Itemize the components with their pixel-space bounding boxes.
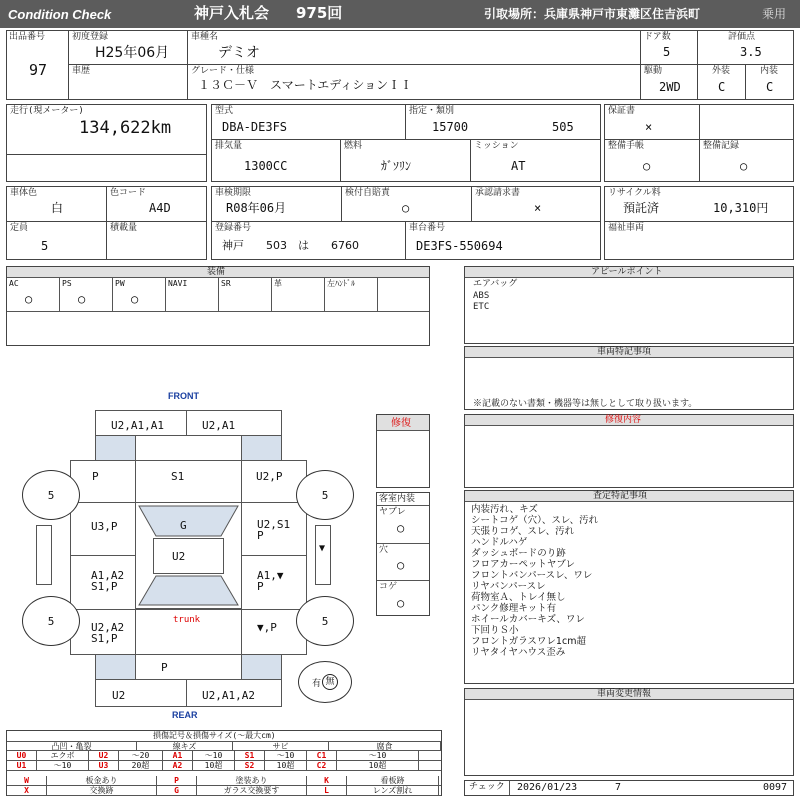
color-code-cell: 色コード A4D [106,186,207,222]
mileage-cell: 走行(現メーター) 134,622km [6,104,207,182]
equipment-label: NAVI [168,279,188,288]
lot-title: 975回 [296,4,343,22]
taillight-left [95,654,136,680]
lot-number: 97 [29,61,48,79]
inspection-notes-title: 査定特記事項 [593,491,648,501]
rear-door-right: A1,▼ P [241,555,307,610]
approval: × [534,201,542,215]
damage-legend [6,730,442,796]
legend-code: S1 [235,751,265,760]
chassis-number: DE3FS-550694 [416,239,503,253]
inspection-notes-panel [464,490,794,684]
repair-title: 修復内容 [605,415,642,425]
front-door-right-text: U2,S1 P [257,518,291,542]
rear-bumper-left: U2 [95,679,187,707]
displacement-cell: 排気量 1300CC [211,139,341,182]
legend-desc: 10超 [337,761,419,770]
equipment-item [60,278,113,311]
score-cell: 評価点 3.5 [697,30,794,65]
legend-code: W [7,776,47,785]
inspection-expiry: R08年06月 [226,201,287,215]
legend-desc: レンズ割れ [347,786,439,795]
fender-front-left: P [70,460,136,503]
lot-number-cell: 出品番号 97 [6,30,69,100]
spare-tire: 有 無 [298,661,352,703]
special-notes-panel [464,346,794,410]
inspection-note-line: フロントバンパースレ、ワレ [471,570,593,581]
legend-code: C2 [307,761,337,770]
tire-front-left: 5 [22,470,80,520]
rear-door-left: A1,A2 S1,P [70,555,136,610]
inspection-note-line: ホイールカバーキズ、ワレ [471,614,585,625]
legend-code: U2 [89,751,119,760]
inspection-cell: 車検期限 R08年06月 [211,186,342,222]
legend-desc: 板金あり [47,776,157,785]
insurance-cell: 検付自賠責 ○ [341,186,472,222]
interior-tear-mark: ○ [397,521,405,535]
model-cell: 型式 DBA-DE3FS [211,104,406,140]
legend-desc: 看板跡 [347,776,439,785]
legend-desc: 10超 [265,761,307,770]
change-info-panel [464,688,794,776]
equipment-mark: ○ [25,292,33,306]
welfare-cell: 福祉車両 [604,221,794,260]
equipment-item [7,278,60,311]
spare-mark: 無 [322,674,338,690]
appeal-line: エアバッグ [473,279,518,289]
mirror-left [36,525,52,585]
inspection-note-line: ハンドルハゲ [471,537,528,548]
taillight-right [241,654,282,680]
displacement: 1300CC [244,159,288,173]
rear-label: REAR [172,710,198,720]
legend-code: X [7,786,47,795]
special-note: ※記載のない書類・機器等は無しとして取り扱います。 [473,399,698,409]
approval-cell: 承認請求書 × [471,186,601,222]
interior-title: 客室内装 [379,494,416,504]
legend-desc: 交換跡 [47,786,157,795]
brand-title: Condition Check [8,7,112,22]
quarter-right: ▼,P [241,609,307,655]
capacity: 5 [41,239,49,253]
fuel-cell: 燃料 ｶﾞｿﾘﾝ [340,139,471,182]
model: DBA-DE3FS [222,120,288,134]
inspection-note-line: シートコゲ（穴）、スレ、汚れ [471,515,599,526]
headlight-left [95,435,136,461]
first-registration: H25年06月 [95,45,170,61]
capacity-cell: 定員 5 [6,221,107,260]
score: 3.5 [740,45,762,59]
exterior-grade-cell: 外装 C [697,64,746,100]
insurance: ○ [402,201,410,215]
mirror-right-mark: ▼ [319,543,326,554]
equipment-item [272,278,325,311]
drive-cell: 駆動 2WD [640,64,698,100]
appeal-line: ETC [473,302,490,312]
repair-panel [464,414,794,488]
color-code: A4D [149,201,171,215]
inspection-note-line: ダッシュボードのり跡 [471,548,566,559]
equipment-label: 革 [274,279,282,288]
check-row [464,780,794,796]
designation: 15700 [432,120,469,134]
inspection-note-line: リヤタイヤハウス歪み [471,647,566,658]
recycle-status: 預託済 [623,201,660,215]
legend-code: C1 [307,751,337,760]
tire-rear-right: 5 [296,596,354,646]
check-date: 2026/01/23 [517,782,578,793]
legend-desc: ガラス交換要す [197,786,307,795]
interior-grade: C [766,80,774,94]
legend-desc: ～10 [265,751,307,760]
grade-cell: グレード・仕様 １３Ｃ－Ｖ スマートエディションＩＩ [187,64,641,100]
trunk-lid: trunk [135,609,242,655]
legend-code: U3 [89,761,119,770]
mission: AT [511,159,526,173]
legend-desc: ～10 [37,761,89,770]
recycle-cell: リサイクル料 預託済 10,310円 [604,186,794,222]
interior-burn-mark: ○ [397,596,405,610]
inspection-note-line: 内装汚れ、キズ [471,504,538,515]
body-color-cell: 車体色 白 [6,186,107,222]
rear-bumper-right: U2,A1,A2 [186,679,282,707]
quarter-left: U2,A2 S1,P [70,609,136,655]
inspection-note-line: フロントガラスワレ1cm超 [471,636,586,647]
pickup-location: 引取場所：兵庫県神戸市東灘区住吉浜町 [484,7,701,21]
front-bumper-left: U2,A1,A1 [95,410,187,436]
front-label: FRONT [168,391,199,401]
legend-code: A1 [163,751,193,760]
fender-front-right: U2,P [241,460,307,503]
equipment-label: 左ﾊﾝﾄﾞﾙ [327,279,355,288]
tire-front-right: 5 [296,470,354,520]
inspection-note-line: 荷物室Ａ、トレイ無し [471,592,566,603]
equipment-title: 装備 [207,267,226,277]
legend-desc: 塗装あり [197,776,307,785]
maintenance-record: ○ [740,159,748,173]
designation-cell: 指定・類別 15700 505 [405,104,601,140]
legend-desc: ～10 [193,751,235,760]
first-registration-cell: 初度登録 H25年06月 [68,30,188,65]
legend-group: 線キズ [137,742,233,750]
check-code: 0097 [763,782,788,793]
legend-code: P [157,776,197,785]
interior-hole-mark: ○ [397,558,405,572]
check-number: 7 [615,782,622,793]
legend-code: A2 [163,761,193,770]
equipment-mark: ○ [78,292,86,306]
legend-code: U0 [7,751,37,760]
legend-title: 損傷記号＆損傷サイズ(～最大cm) [153,731,276,740]
roof: U2 [153,538,224,574]
front-bumper-right: U2,A1 [186,410,282,436]
equipment-mark: ○ [131,292,139,306]
header-bar [0,0,800,28]
equipment-label: AC [9,279,19,288]
legend-group: サビ [233,742,329,750]
legend-desc: ～10 [337,751,419,760]
drive: 2WD [659,80,681,94]
inspection-note-line: 天張りコゲ、スレ、汚れ [471,526,575,537]
grade: １３Ｃ－Ｖ スマートエディションＩＩ [198,78,413,92]
legend-code: S2 [235,761,265,770]
windshield-mark: G [180,519,187,532]
legend-code: G [157,786,197,795]
appeal-line: ABS [473,291,490,301]
mission-cell: ミッション AT [470,139,601,182]
chassis-cell: 車台番号 DE3FS-550694 [405,221,601,260]
category: 505 [552,120,574,134]
car-name-cell: 車種名 デミオ [187,30,641,65]
car-kind: 乗用 [762,7,787,21]
legend-desc: 10超 [193,761,235,770]
maintenance-record-cell: 整備記録 ○ [699,139,794,182]
recycle-fee: 10,310円 [713,201,769,215]
headlight-right [241,435,282,461]
rear-panel: P [135,654,242,680]
legend-desc: 20超 [119,761,163,770]
equipment-label: SR [221,279,231,288]
legend-code: L [307,786,347,795]
appeal-title: アピールポイント [591,267,663,277]
legend-code: U1 [7,761,37,770]
hood: S1 [135,460,242,503]
tire-rear-left: 5 [22,596,80,646]
equipment-item [166,278,219,311]
mirror-right [315,525,331,585]
inspection-note-line: リヤバンパースレ [471,581,546,592]
repair-box [376,414,430,488]
exterior-grade: C [718,80,726,94]
history-cell: 車歴 [68,64,188,100]
front-door-left: U3,P [70,502,136,556]
doors-cell: ドア数 5 [640,30,698,65]
appeal-panel [464,266,794,344]
equipment-item [325,278,378,311]
mileage: 134,622km [79,118,172,138]
legend-group: 腐食 [329,742,441,750]
inspection-note-line: 下回りＳ小 [471,625,519,636]
body-color: 白 [51,201,64,215]
equipment-item [113,278,166,311]
load-cell: 積載量 [106,221,207,260]
inspection-note-line: パンク修理キット有 [471,603,557,614]
equipment-panel [6,266,430,346]
check-label: チェック [469,782,505,792]
equipment-label: PS [62,279,72,288]
registration-number-cell: 登録番号 神戸 503 は 6760 [211,221,406,260]
legend-group: 凸凹・亀裂 [7,742,137,750]
auction-name: 神戸入札会 [194,4,270,22]
interior-panel: 客室内装 ヤブレ ○ 穴 ○ コゲ ○ [376,492,430,616]
legend-code: K [307,776,347,785]
warranty: × [645,120,653,134]
special-notes-title: 車両特記事項 [597,347,652,357]
front-door-right [241,502,307,556]
maintenance-book: ○ [643,159,651,173]
equipment-item [219,278,272,311]
equipment-label: PW [115,279,125,288]
inspection-note-line: フロアカーペットヤブレ [471,559,576,570]
legend-desc: エクボ [37,751,89,760]
car-name: デミオ [218,45,260,61]
change-info-title: 車両変更情報 [597,689,652,699]
legend-desc: ～20 [119,751,163,760]
fuel: ｶﾞｿﾘﾝ [381,159,412,173]
registration-number: 神戸 503 は 6760 [222,239,359,252]
doors: 5 [663,45,671,59]
repair-label: 修復 [391,418,411,429]
warranty-cell: 保証書 × [604,104,794,140]
maintenance-book-cell: 整備手帳 ○ [604,139,700,182]
interior-grade-cell: 内装 C [745,64,794,100]
